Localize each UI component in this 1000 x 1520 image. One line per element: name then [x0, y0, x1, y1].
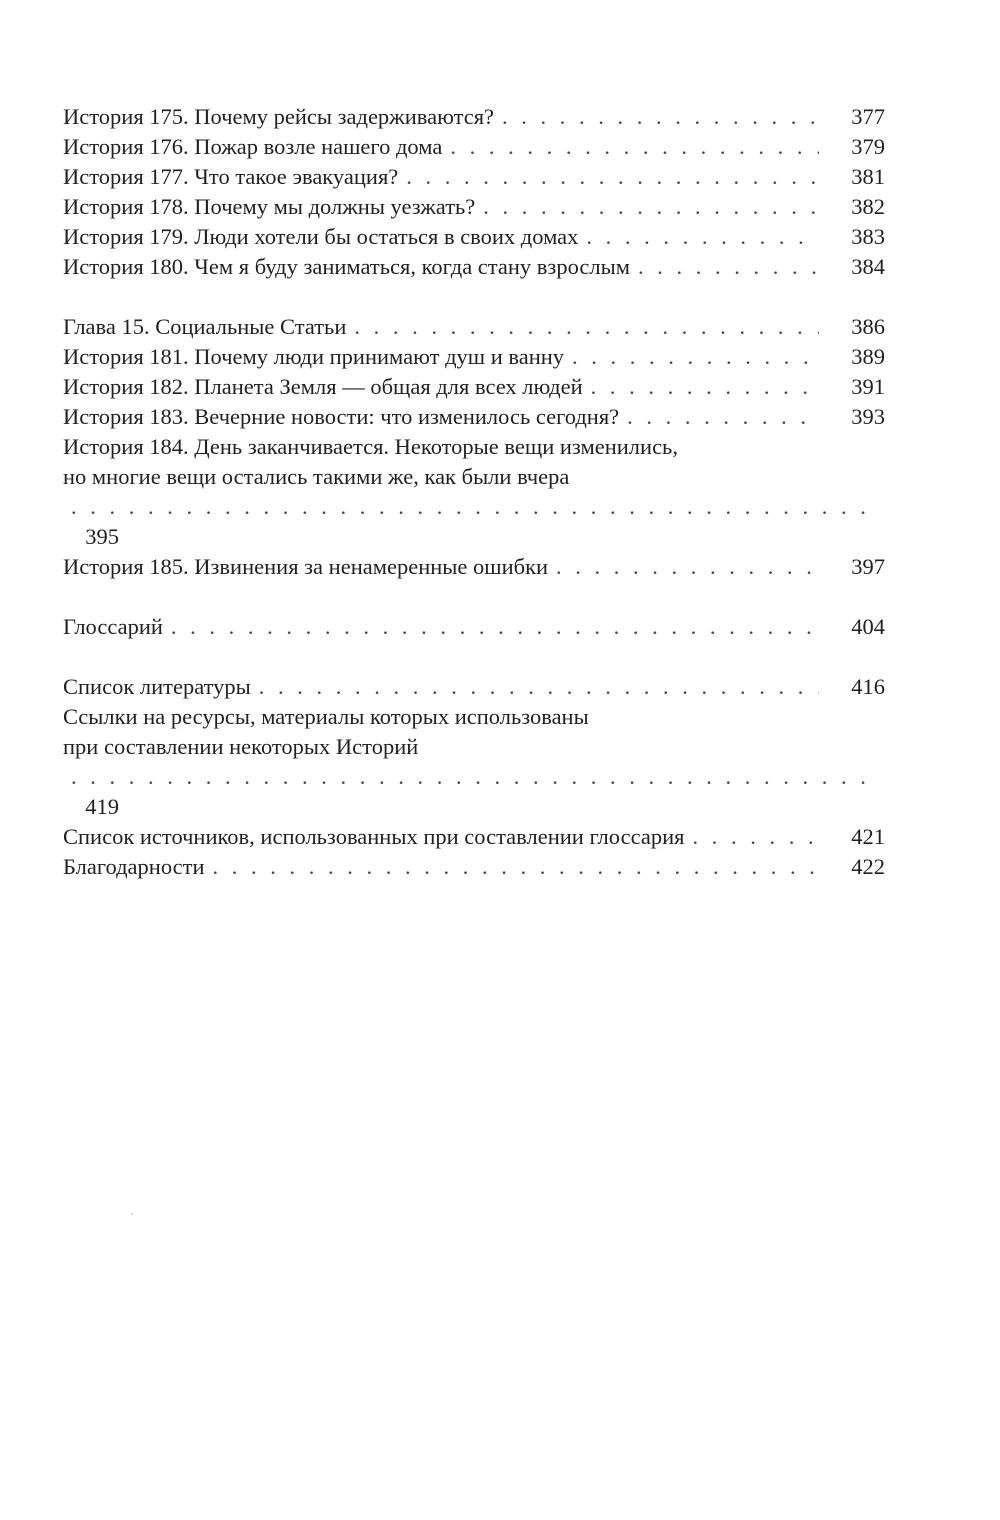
- toc-entry-title: при составлении некоторых Историй: [63, 734, 419, 759]
- toc-entry-title: История 179. Люди хотели бы остаться в своих домах: [63, 224, 579, 249]
- dot-leader: [502, 102, 819, 132]
- toc-page-number: 381: [851, 164, 885, 189]
- toc-page-number: 422: [851, 854, 885, 879]
- toc-page-number: 386: [851, 314, 885, 339]
- paper-speck: [131, 1213, 133, 1215]
- toc-entry: [63, 372, 885, 402]
- toc-entry: [63, 102, 885, 132]
- toc-page-number: 393: [851, 404, 885, 429]
- dot-leader: [171, 612, 819, 642]
- toc-entry: [63, 162, 885, 192]
- toc-page-number: 384: [851, 254, 885, 279]
- toc-entry: [63, 672, 885, 702]
- toc-entry: [63, 552, 885, 582]
- toc-entry-first-line: История 184. День заканчивается. Некоторые вещи изменились,: [63, 434, 678, 459]
- dot-leader: [406, 162, 819, 192]
- toc-entry-title: но многие вещи остались такими же, как были вчера: [63, 464, 570, 489]
- dot-leader: [627, 402, 819, 432]
- toc-entry-title: История 183. Вечерние новости: что изменилось сегодня?: [63, 404, 620, 429]
- toc-entry: [63, 612, 885, 642]
- toc-entry-multiline: [63, 702, 885, 822]
- toc-page-number: 419: [85, 794, 119, 819]
- toc-group-glossary: [63, 612, 885, 642]
- toc-group-chapter-15: [63, 312, 885, 582]
- toc-page-number: 416: [851, 674, 885, 699]
- dot-leader: [483, 192, 819, 222]
- toc-entry: [63, 132, 885, 162]
- dot-leader: [354, 312, 819, 342]
- toc-entry-title: История 185. Извинения за ненамеренные ошибки: [63, 554, 549, 579]
- toc-page-number: 389: [851, 344, 885, 369]
- toc-page-number: 377: [851, 104, 885, 129]
- table-of-contents: [63, 102, 885, 912]
- toc-entry: [63, 852, 885, 882]
- toc-page-number: 421: [851, 824, 885, 849]
- toc-entry-title: История 181. Почему люди принимают душ и ванну: [63, 344, 565, 369]
- toc-entry-title: Список источников, использованных при составлении глоссария: [63, 824, 685, 849]
- dot-leader: [450, 132, 819, 162]
- toc-entry-first-line: Ссылки на ресурсы, материалы которых использованы: [63, 704, 589, 729]
- dot-leader: [71, 762, 875, 792]
- toc-entry: [63, 222, 885, 252]
- toc-entry: [63, 822, 885, 852]
- dot-leader: [692, 822, 819, 852]
- toc-page-number: 397: [851, 554, 885, 579]
- dot-leader: [572, 342, 819, 372]
- toc-entry-title: История 180. Чем я буду заниматься, когда стану взрослым: [63, 254, 630, 279]
- toc-entry-chapter: [63, 312, 885, 342]
- toc-entry: [63, 192, 885, 222]
- dot-leader: [586, 222, 819, 252]
- toc-entry-title: История 175. Почему рейсы задерживаются?: [63, 104, 495, 129]
- toc-entry-title: Глоссарий: [63, 614, 163, 639]
- toc-page-number: 379: [851, 134, 885, 159]
- toc-page-number: 391: [851, 374, 885, 399]
- toc-entry-title: История 178. Почему мы должны уезжать?: [63, 194, 476, 219]
- toc-page-number: 383: [851, 224, 885, 249]
- dot-leader: [638, 252, 819, 282]
- toc-entry-title: Список литературы: [63, 674, 251, 699]
- toc-page-number: 395: [85, 524, 119, 549]
- toc-entry-title: Глава 15. Социальные Статьи: [63, 314, 347, 339]
- toc-entry-title: История 177. Что такое эвакуация?: [63, 164, 399, 189]
- toc-entry-title: Благодарности: [63, 854, 205, 879]
- dot-leader: [556, 552, 819, 582]
- toc-group-references: [63, 672, 885, 882]
- toc-entry-title: История 182. Планета Земля — общая для всех людей: [63, 374, 583, 399]
- dot-leader: [259, 672, 819, 702]
- dot-leader: [71, 492, 875, 522]
- toc-entry: [63, 402, 885, 432]
- toc-page-number: 382: [851, 194, 885, 219]
- dot-leader: [213, 852, 819, 882]
- toc-entry: [63, 342, 885, 372]
- toc-page-number: 404: [851, 614, 885, 639]
- toc-group-stories-175-180: [63, 102, 885, 282]
- toc-entry-title: История 176. Пожар возле нашего дома: [63, 134, 443, 159]
- dot-leader: [591, 372, 819, 402]
- toc-entry-multiline: [63, 432, 885, 552]
- toc-entry: [63, 252, 885, 282]
